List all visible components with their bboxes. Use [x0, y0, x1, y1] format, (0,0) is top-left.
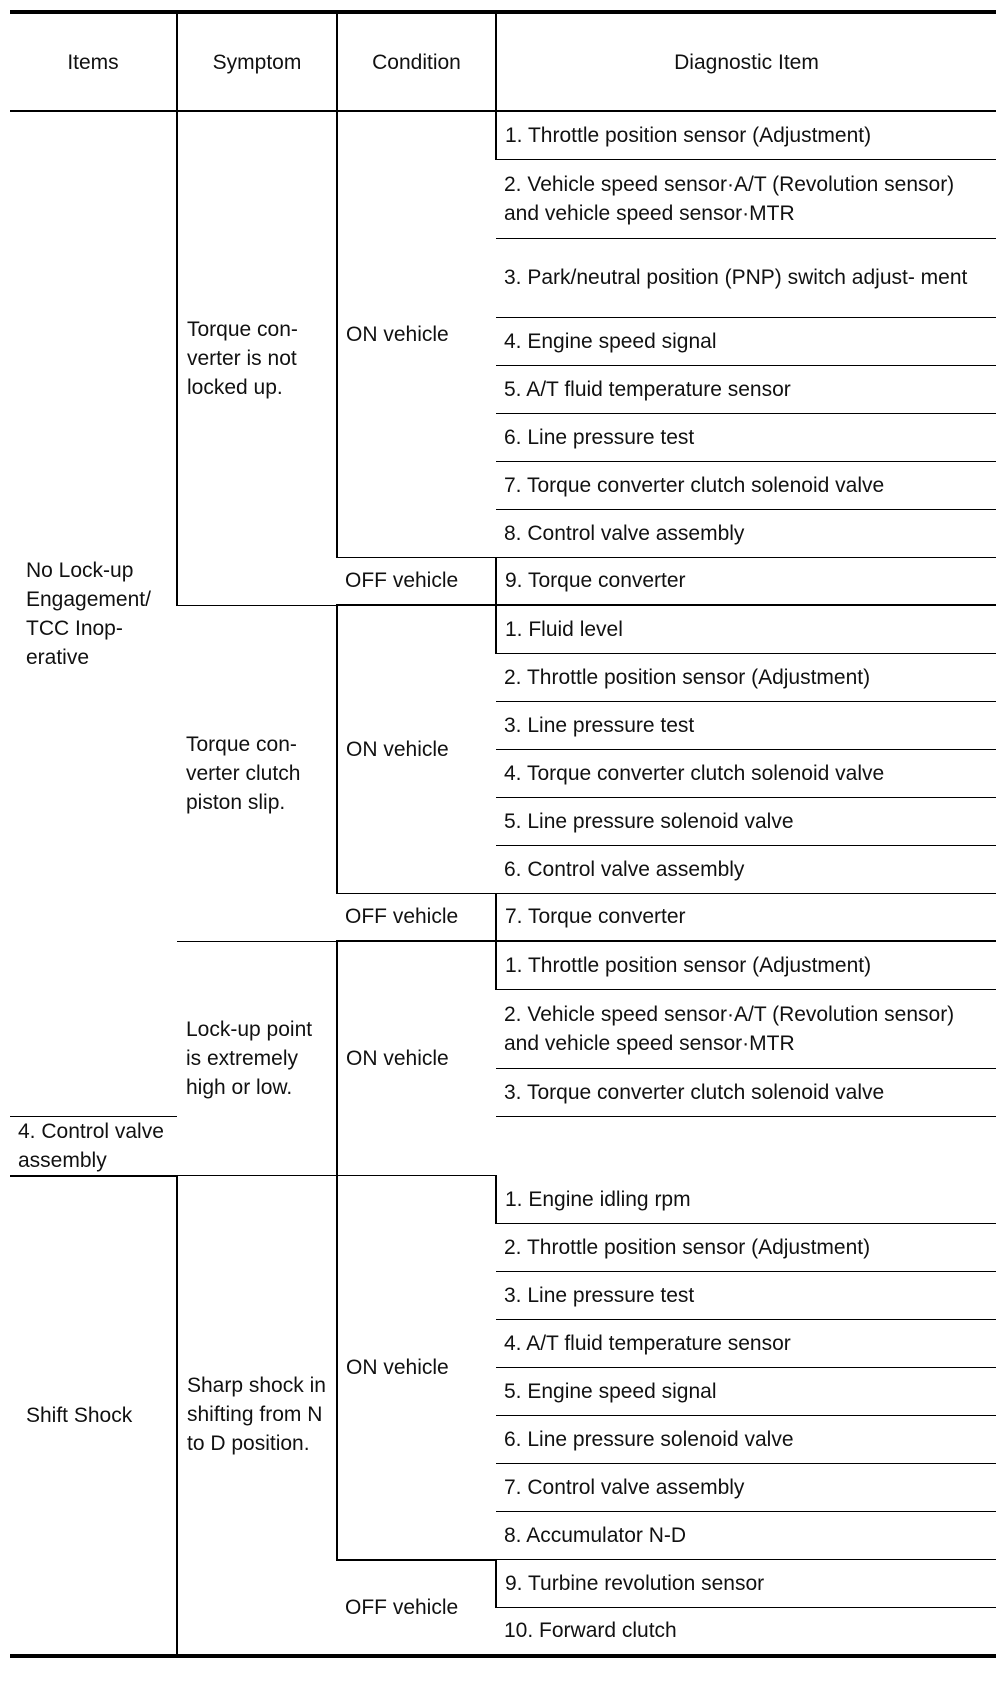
condition-on-vehicle: ON vehicle — [337, 941, 496, 1176]
diagnostic-item: 1. Throttle position sensor (Adjustment) — [496, 111, 996, 159]
condition-on-vehicle: ON vehicle — [337, 605, 496, 893]
symptom-sharp-shock: Sharp shock in shifting from N to D position. — [177, 1176, 337, 1656]
header-diagnostic-item: Diagnostic Item — [496, 12, 996, 111]
diagnostic-item: 6. Line pressure solenoid valve — [496, 1416, 996, 1464]
diagnostic-table — [10, 10, 996, 1658]
diagnostic-item: 1. Fluid level — [496, 605, 996, 653]
header-symptom: Symptom — [177, 12, 337, 111]
header-row — [10, 12, 996, 111]
diagnostic-item: 9. Turbine revolution sensor — [496, 1560, 996, 1608]
table-row — [10, 111, 996, 159]
diagnostic-item: 5. A/T fluid temperature sensor — [496, 365, 996, 413]
diagnostic-item: 2. Throttle position sensor (Adjustment) — [496, 653, 996, 701]
table-row — [10, 1176, 996, 1224]
symptom-piston-slip: Torque con- verter clutch piston slip. — [177, 605, 337, 941]
diagnostic-item: 9. Torque converter — [496, 557, 996, 605]
item-no-lockup: No Lock-up Engagement/ TCC Inop- erative — [10, 111, 177, 1116]
diagnostic-item: 4. Engine speed signal — [496, 317, 996, 365]
symptom-lockup-point: Lock-up point is extremely high or low. — [177, 941, 337, 1176]
diagnostic-item: 1. Throttle position sensor (Adjustment) — [496, 941, 996, 989]
diagnostic-item: 7. Control valve assembly — [496, 1464, 996, 1512]
condition-off-vehicle: OFF vehicle — [337, 1560, 496, 1656]
diagnostic-item: 3. Park/neutral position (PNP) switch adjust- ment — [496, 238, 996, 317]
diagnostic-item: 2. Throttle position sensor (Adjustment) — [496, 1224, 996, 1272]
condition-on-vehicle: ON vehicle — [337, 1176, 496, 1560]
diagnostic-item: 6. Line pressure test — [496, 413, 996, 461]
diagnostic-item: 5. Line pressure solenoid valve — [496, 797, 996, 845]
diagnostic-item: 5. Engine speed signal — [496, 1368, 996, 1416]
symptom-not-locked-up: Torque con- verter is not locked up. — [177, 111, 337, 605]
diagnostic-item: 4. A/T fluid temperature sensor — [496, 1320, 996, 1368]
condition-off-vehicle: OFF vehicle — [337, 893, 496, 941]
diagnostic-item: 8. Accumulator N-D — [496, 1512, 996, 1560]
diagnostic-item: 7. Torque converter clutch solenoid valve — [496, 461, 996, 509]
header-condition: Condition — [337, 12, 496, 111]
diagnostic-item: 1. Engine idling rpm — [496, 1176, 996, 1224]
diagnostic-item: 4. Control valve assembly — [10, 1116, 177, 1176]
diagnostic-item: 4. Torque converter clutch solenoid valve — [496, 749, 996, 797]
diagnostic-item: 3. Line pressure test — [496, 1272, 996, 1320]
condition-off-vehicle: OFF vehicle — [337, 557, 496, 605]
diagnostic-item: 8. Control valve assembly — [496, 509, 996, 557]
diagnostic-item: 10. Forward clutch — [496, 1608, 996, 1656]
condition-on-vehicle: ON vehicle — [337, 111, 496, 557]
header-items: Items — [10, 12, 177, 111]
item-shift-shock: Shift Shock — [10, 1176, 177, 1656]
diagnostic-item: 6. Control valve assembly — [496, 845, 996, 893]
diagnostic-item: 2. Vehicle speed sensor·A/T (Revolution sensor) and vehicle speed sensor·MTR — [496, 989, 996, 1068]
table-row — [10, 1116, 996, 1176]
diagnostic-item: 3. Torque converter clutch solenoid valve — [496, 1068, 996, 1116]
diagnostic-item: 2. Vehicle speed sensor·A/T (Revolution sensor) and vehicle speed sensor·MTR — [496, 159, 996, 238]
diagnostic-item: 3. Line pressure test — [496, 701, 996, 749]
diagnostic-item: 7. Torque converter — [496, 893, 996, 941]
